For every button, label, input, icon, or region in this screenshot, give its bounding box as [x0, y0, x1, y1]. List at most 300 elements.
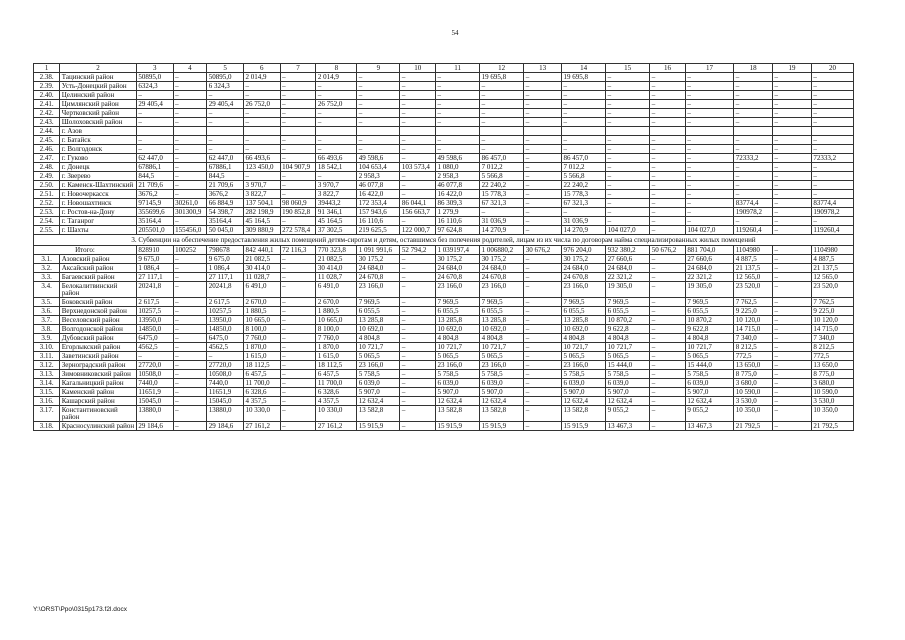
value-cell: 4 887,5	[811, 255, 853, 264]
value-cell: 11	[436, 64, 480, 73]
value-cell: 67 321,3	[480, 199, 524, 208]
row-number-cell: 3.3.	[34, 273, 60, 282]
value-cell: 9 622,8	[606, 325, 650, 334]
row-number-cell: 2.48.	[34, 163, 60, 172]
value-cell: 13950,0	[207, 316, 244, 325]
value-cell: 10 721,7	[480, 343, 524, 352]
value-cell: 10257,5	[136, 307, 173, 316]
value-cell: 15 444,0	[685, 361, 733, 370]
value-cell: 50 045,0	[207, 226, 244, 235]
value-cell: –	[650, 316, 686, 325]
value-cell: –	[773, 172, 812, 181]
value-cell: 66 493,6	[243, 154, 280, 163]
value-cell: 10 721,7	[357, 343, 400, 352]
value-cell: –	[357, 91, 400, 100]
value-cell: 10508,0	[136, 370, 173, 379]
value-cell: –	[400, 307, 436, 316]
value-cell: –	[524, 264, 562, 273]
value-cell: –	[650, 199, 686, 208]
value-cell: –	[811, 118, 853, 127]
value-cell: 31 036,9	[562, 217, 606, 226]
value-cell: 10 721,7	[436, 343, 480, 352]
value-cell: –	[606, 145, 650, 154]
value-cell: 23 166,0	[436, 282, 480, 298]
value-cell: –	[734, 118, 773, 127]
value-cell: –	[606, 118, 650, 127]
value-cell: –	[773, 136, 812, 145]
value-cell	[650, 127, 686, 136]
value-cell: 22 321,2	[685, 273, 733, 282]
territory-name-cell: Цимлянский район	[60, 100, 137, 109]
value-cell: –	[773, 370, 812, 379]
value-cell: –	[773, 352, 812, 361]
value-cell: 15 915,9	[562, 422, 606, 431]
value-cell: –	[436, 118, 480, 127]
value-cell: –	[685, 91, 733, 100]
territory-name-cell: Боковский район	[60, 298, 137, 307]
value-cell: –	[316, 136, 357, 145]
value-cell: –	[400, 73, 436, 82]
value-cell: 7 762,5	[811, 298, 853, 307]
value-cell: 29 405,4	[207, 100, 244, 109]
value-cell: 7440,0	[136, 379, 173, 388]
value-cell: 301300,9	[173, 208, 207, 217]
value-cell: 13 582,8	[357, 406, 400, 422]
value-cell: 18 112,5	[316, 361, 357, 370]
value-cell: 19 305,0	[606, 282, 650, 298]
value-cell: –	[524, 316, 562, 325]
value-cell: –	[650, 264, 686, 273]
value-cell: –	[685, 73, 733, 82]
value-cell: 5 907,0	[562, 388, 606, 397]
value-cell: 18 542,1	[316, 163, 357, 172]
value-cell: 21 082,5	[243, 255, 280, 264]
value-cell: 7 340,0	[811, 334, 853, 343]
value-cell: 6	[243, 64, 280, 73]
table-row	[34, 307, 854, 316]
value-cell	[316, 127, 357, 136]
value-cell: –	[811, 172, 853, 181]
value-cell: 9 225,0	[734, 307, 773, 316]
territory-name-cell: Шолоховский район	[60, 118, 137, 127]
value-cell: 122 000,7	[400, 226, 436, 235]
value-cell: 12 632,4	[480, 397, 524, 406]
territory-name-cell: Дубовский район	[60, 334, 137, 343]
value-cell: –	[773, 190, 812, 199]
value-cell: –	[524, 109, 562, 118]
value-cell: 6475,0	[136, 334, 173, 343]
value-cell: –	[773, 422, 812, 431]
value-cell: –	[562, 136, 606, 145]
value-cell: 8 212,5	[811, 343, 853, 352]
value-cell: –	[734, 172, 773, 181]
value-cell: 9 055,2	[606, 406, 650, 422]
value-cell: –	[524, 172, 562, 181]
value-cell: –	[480, 100, 524, 109]
value-cell	[400, 127, 436, 136]
value-cell: 10 870,2	[685, 316, 733, 325]
section-title: 3. Субвенции на обеспечение предоставления жилых помещений детям-сиротам и детям, оставшимся без попечения родителей, лицам из их числа по договорам найма специализированных жилых помещений	[34, 235, 854, 246]
value-cell: 86 457,0	[480, 154, 524, 163]
value-cell: 13 285,8	[436, 316, 480, 325]
row-number-cell: 3.6.	[34, 307, 60, 316]
value-cell: –	[524, 73, 562, 82]
value-cell: 23 166,0	[357, 361, 400, 370]
value-cell: –	[606, 73, 650, 82]
value-cell: 219 625,5	[357, 226, 400, 235]
value-cell: 49 598,6	[436, 154, 480, 163]
value-cell: 7 012,2	[480, 163, 524, 172]
value-cell: –	[650, 172, 686, 181]
value-cell: 16	[650, 64, 686, 73]
table-row	[34, 343, 854, 352]
value-cell: –	[734, 217, 773, 226]
value-cell: 24 670,8	[357, 273, 400, 282]
value-cell: 13 650,0	[734, 361, 773, 370]
value-cell: –	[173, 361, 207, 370]
value-cell: 1 080,0	[436, 163, 480, 172]
value-cell	[524, 127, 562, 136]
value-cell: –	[773, 388, 812, 397]
territory-name-cell: Верхнедонской район	[60, 307, 137, 316]
value-cell: –	[650, 145, 686, 154]
value-cell: 10 721,7	[562, 343, 606, 352]
value-cell: –	[280, 422, 316, 431]
value-cell: 6 055,5	[357, 307, 400, 316]
value-cell: 23 166,0	[436, 361, 480, 370]
value-cell: 29 184,6	[136, 422, 173, 431]
value-cell: –	[562, 91, 606, 100]
value-cell: –	[400, 217, 436, 226]
value-cell: 104 027,0	[685, 226, 733, 235]
value-cell: –	[773, 273, 812, 282]
value-cell: –	[685, 154, 733, 163]
value-cell: –	[400, 406, 436, 422]
value-cell: 23 520,0	[811, 282, 853, 298]
territory-name-cell: Зимовниковский район	[60, 370, 137, 379]
total-label: Итого:	[34, 246, 137, 255]
value-cell: –	[400, 82, 436, 91]
row-number-cell: 3.4.	[34, 282, 60, 298]
value-cell: 13950,0	[136, 316, 173, 325]
value-cell: –	[436, 136, 480, 145]
table-row	[34, 352, 854, 361]
value-cell: –	[173, 316, 207, 325]
value-cell: 6 491,0	[243, 282, 280, 298]
value-cell: –	[400, 388, 436, 397]
value-cell: 29 405,4	[136, 100, 173, 109]
territory-name-cell: г. Новошахтинск	[60, 199, 137, 208]
value-cell: 103 573,4	[400, 163, 436, 172]
table-row	[34, 282, 854, 298]
value-cell: 24 684,0	[480, 264, 524, 273]
value-cell: 21 082,5	[316, 255, 357, 264]
value-cell: –	[524, 273, 562, 282]
value-cell: 10 870,2	[606, 316, 650, 325]
value-cell: –	[207, 145, 244, 154]
value-cell: 6 039,0	[436, 379, 480, 388]
value-cell: –	[280, 352, 316, 361]
value-cell: –	[436, 100, 480, 109]
value-cell: –	[280, 397, 316, 406]
value-cell: 50 676,2	[650, 246, 686, 255]
row-number-cell: 3.8.	[34, 325, 60, 334]
value-cell: –	[400, 100, 436, 109]
value-cell: –	[524, 91, 562, 100]
value-cell: 6 328,6	[316, 388, 357, 397]
value-cell: –	[280, 181, 316, 190]
value-cell: 5 907,0	[606, 388, 650, 397]
value-cell: 4 887,5	[734, 255, 773, 264]
value-cell: –	[400, 316, 436, 325]
value-cell: 7	[280, 64, 316, 73]
value-cell: 72 116,3	[280, 246, 316, 255]
value-cell: –	[685, 145, 733, 154]
row-number-cell: 3.16.	[34, 397, 60, 406]
value-cell	[773, 127, 812, 136]
value-cell: –	[811, 217, 853, 226]
value-cell: 5 758,5	[562, 370, 606, 379]
value-cell: 156 663,7	[400, 208, 436, 217]
value-cell: 10 350,0	[811, 406, 853, 422]
value-cell: 1 870,0	[243, 343, 280, 352]
value-cell: 7 760,0	[316, 334, 357, 343]
value-cell: 10 692,0	[357, 325, 400, 334]
value-cell: –	[524, 100, 562, 109]
value-cell: 46 077,8	[436, 181, 480, 190]
value-cell: 30 175,2	[357, 255, 400, 264]
value-cell: 86 309,3	[436, 199, 480, 208]
value-cell: –	[280, 388, 316, 397]
value-cell: 4562,5	[136, 343, 173, 352]
value-cell: –	[606, 190, 650, 199]
value-cell: –	[357, 73, 400, 82]
value-cell: –	[650, 298, 686, 307]
value-cell: –	[650, 118, 686, 127]
value-cell: –	[243, 118, 280, 127]
value-cell: –	[685, 208, 733, 217]
value-cell: 2 014,9	[243, 73, 280, 82]
value-cell: –	[650, 307, 686, 316]
territory-name-cell: г. Каменск-Шахтинский	[60, 181, 137, 190]
value-cell: –	[436, 82, 480, 91]
value-cell: 9 675,0	[136, 255, 173, 264]
value-cell: 5 065,5	[606, 352, 650, 361]
row-number-cell: 3.15.	[34, 388, 60, 397]
value-cell: –	[357, 145, 400, 154]
value-cell: –	[773, 100, 812, 109]
value-cell: 2 670,0	[243, 298, 280, 307]
value-cell: –	[650, 208, 686, 217]
value-cell: 2 958,3	[436, 172, 480, 181]
value-cell: 157 943,6	[357, 208, 400, 217]
value-cell: 7 969,5	[436, 298, 480, 307]
value-cell: –	[650, 352, 686, 361]
value-cell: 13 285,8	[357, 316, 400, 325]
row-number-cell: 3.12.	[34, 361, 60, 370]
value-cell: –	[773, 217, 812, 226]
value-cell: –	[650, 379, 686, 388]
value-cell: 844,5	[136, 172, 173, 181]
value-cell: –	[773, 361, 812, 370]
value-cell: 7 760,0	[243, 334, 280, 343]
value-cell: 67886,1	[136, 163, 173, 172]
value-cell: 172 353,4	[357, 199, 400, 208]
value-cell: –	[524, 190, 562, 199]
table-row	[34, 163, 854, 172]
value-cell: 6 324,3	[207, 82, 244, 91]
value-cell: 14 270,9	[562, 226, 606, 235]
value-cell: –	[650, 163, 686, 172]
value-cell: –	[136, 118, 173, 127]
value-cell: 10 590,0	[811, 388, 853, 397]
value-cell: 1 091 991,6	[357, 246, 400, 255]
table-row	[34, 190, 854, 199]
value-cell: 1 880,5	[316, 307, 357, 316]
value-cell: 7 340,0	[734, 334, 773, 343]
value-cell: 14	[562, 64, 606, 73]
value-cell: –	[173, 73, 207, 82]
row-number-cell: 2.46.	[34, 145, 60, 154]
value-cell: –	[207, 118, 244, 127]
value-cell: 35164,4	[207, 217, 244, 226]
value-cell: 49 598,6	[357, 154, 400, 163]
table-row	[34, 325, 854, 334]
value-cell: –	[650, 82, 686, 91]
value-cell: –	[400, 343, 436, 352]
value-cell	[811, 127, 853, 136]
value-cell: –	[606, 100, 650, 109]
value-cell: –	[773, 316, 812, 325]
territory-name-cell: Кашарский район	[60, 397, 137, 406]
value-cell: 21 709,6	[136, 181, 173, 190]
value-cell: –	[650, 370, 686, 379]
value-cell: 10 665,0	[316, 316, 357, 325]
territory-name-cell: Красносулинский район	[60, 422, 137, 431]
value-cell: 6475,0	[207, 334, 244, 343]
value-cell: –	[316, 91, 357, 100]
value-cell: 11 028,7	[316, 273, 357, 282]
value-cell: 22 240,2	[562, 181, 606, 190]
value-cell: 10 692,0	[562, 325, 606, 334]
value-cell: 21 137,5	[734, 264, 773, 273]
value-cell: –	[524, 82, 562, 91]
value-cell: –	[316, 82, 357, 91]
value-cell: –	[173, 307, 207, 316]
value-cell: 1 279,9	[436, 208, 480, 217]
table-row	[34, 422, 854, 431]
value-cell: –	[280, 154, 316, 163]
value-cell: 46 077,8	[357, 181, 400, 190]
value-cell: –	[685, 82, 733, 91]
value-cell: 10 665,0	[243, 316, 280, 325]
value-cell: –	[400, 172, 436, 181]
value-cell	[280, 127, 316, 136]
table-row	[34, 388, 854, 397]
value-cell: –	[773, 118, 812, 127]
value-cell: 24 684,0	[606, 264, 650, 273]
value-cell: –	[173, 422, 207, 431]
value-cell: 190 852,8	[280, 208, 316, 217]
value-cell: 1 086,4	[136, 264, 173, 273]
value-cell: 1 006880,2	[480, 246, 524, 255]
value-cell: –	[811, 100, 853, 109]
value-cell: –	[357, 109, 400, 118]
value-cell: –	[606, 109, 650, 118]
table-row	[34, 181, 854, 190]
value-cell: –	[173, 181, 207, 190]
value-cell	[173, 127, 207, 136]
value-cell: 86 044,1	[400, 199, 436, 208]
value-cell: 5 566,8	[562, 172, 606, 181]
value-cell: –	[316, 109, 357, 118]
value-cell: –	[480, 136, 524, 145]
table-row	[34, 127, 854, 136]
value-cell: –	[773, 199, 812, 208]
row-number-cell: 2.41.	[34, 100, 60, 109]
row-number-cell: 2.43.	[34, 118, 60, 127]
value-cell: –	[400, 145, 436, 154]
value-cell: –	[436, 73, 480, 82]
value-cell: –	[524, 307, 562, 316]
value-cell: 15 915,9	[436, 422, 480, 431]
value-cell: 7 012,2	[562, 163, 606, 172]
value-cell: 1 039197,4	[436, 246, 480, 255]
value-cell: 772,5	[734, 352, 773, 361]
value-cell: 6 055,5	[562, 307, 606, 316]
table-row	[34, 109, 854, 118]
value-cell: –	[173, 154, 207, 163]
value-cell: –	[606, 136, 650, 145]
value-cell: –	[524, 136, 562, 145]
value-cell: –	[280, 298, 316, 307]
value-cell: –	[243, 91, 280, 100]
territory-name-cell: Егорлыкский район	[60, 343, 137, 352]
territory-name-cell: г. Новочеркасск	[60, 190, 137, 199]
value-cell: 13 582,8	[436, 406, 480, 422]
value-cell: 50895,0	[136, 73, 173, 82]
table-row	[34, 370, 854, 379]
value-cell: 6 039,0	[357, 379, 400, 388]
value-cell: 12 632,4	[685, 397, 733, 406]
table-row	[34, 264, 854, 273]
territory-name-cell: г. Волгодонск	[60, 145, 137, 154]
value-cell: 14850,0	[136, 325, 173, 334]
value-cell: 8 100,0	[243, 325, 280, 334]
value-cell: 26 752,0	[243, 100, 280, 109]
value-cell: 1 615,0	[316, 352, 357, 361]
value-cell: –	[685, 100, 733, 109]
value-cell: 24 670,8	[480, 273, 524, 282]
value-cell: –	[650, 388, 686, 397]
territory-name-cell: Кагальницкий район	[60, 379, 137, 388]
value-cell: 4 804,8	[685, 334, 733, 343]
value-cell: 21 792,5	[811, 422, 853, 431]
value-cell: 18	[734, 64, 773, 73]
value-cell: –	[811, 82, 853, 91]
value-cell: –	[811, 136, 853, 145]
territory-name-cell: Багаевский район	[60, 273, 137, 282]
value-cell: 13 285,8	[562, 316, 606, 325]
value-cell: –	[685, 118, 733, 127]
value-cell	[562, 127, 606, 136]
value-cell: 4	[173, 64, 207, 73]
value-cell: –	[280, 73, 316, 82]
value-cell: 119260,4	[734, 226, 773, 235]
value-cell: –	[606, 208, 650, 217]
value-cell: –	[173, 379, 207, 388]
value-cell: 97 624,8	[436, 226, 480, 235]
